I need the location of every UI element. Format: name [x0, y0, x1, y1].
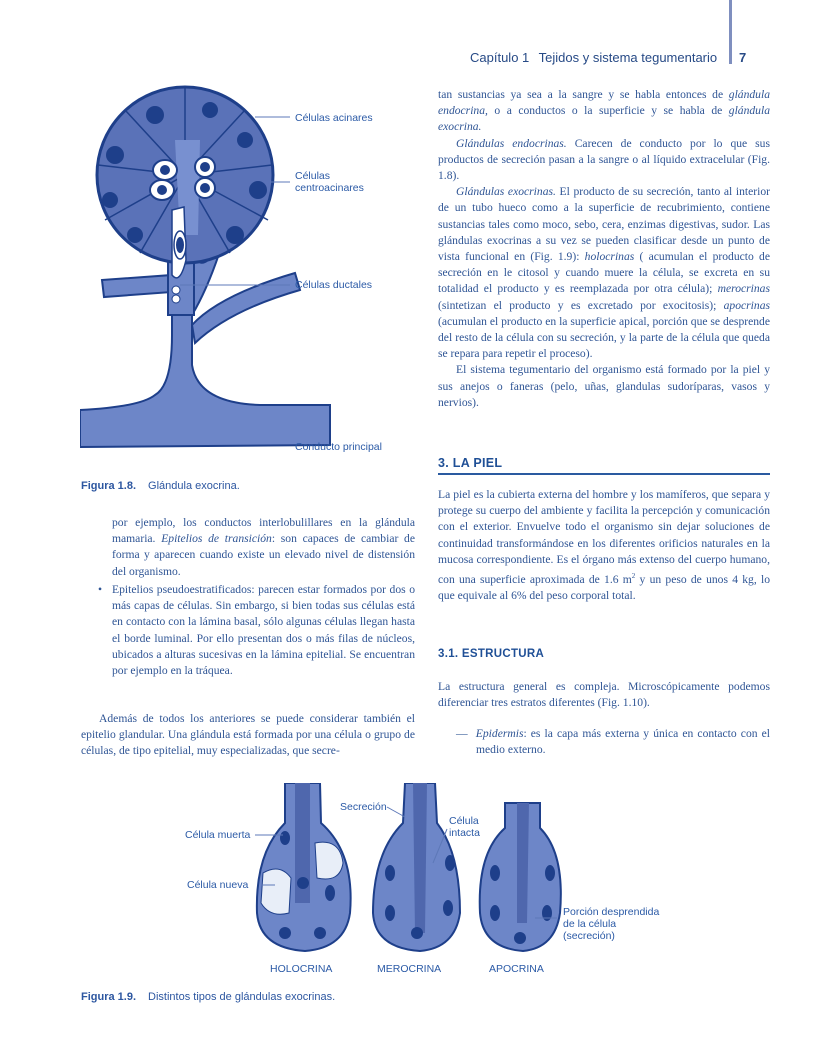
paragraph-exocrinas: Glándulas exocrinas. El producto de su secreción, tanto al interior de un tubo hueco como a la superficie de recubrimiento, contiene sustancias tales como moco, sebo, cera, enzimas digestivas, sudor. Las glándulas exocrinas a su vez se pueden clasificar desde un punto de vista funcional en (Fig. 1.9): holocrinas ( acumulan el producto de secreción en le citosol y cuando muere la célula, se excreta en su totalidad el producto y es reemplazada por otra célula); merocrinas (sintetizan el producto y es excretado por exocitosis); apocrinas (acumulan el producto en la superficie apical, porción que se desprende del resto de la célula con su secreción, y la parte de la célula que queda se repara para repetir el proceso).: [438, 185, 770, 361]
label-porcion-1: Porción desprendida: [563, 906, 660, 918]
label-celulas-centroacinares-1: Células: [295, 170, 331, 182]
figure-1-9-caption: [81, 991, 335, 1003]
label-conducto-principal: Conducto principal: [295, 441, 382, 453]
left-column: [112, 515, 415, 580]
label-porcion-2: de la célula: [563, 918, 617, 930]
gland-types-illustration: [255, 783, 575, 953]
paragraph-la-piel: La piel es la cubierta externa del hombre y los mamíferos, que separa y protege su cuerpo del ambiente y facilita la percepción y comunicación con el exterior. Envuelve todo el organismo sin dejar soluciones de continuidad transformándose en los diferentes orificios naturales en la mucosa correspondiente. Es el órgano más extenso del cuerpo humano, con una superficie aproximada de 1.6 $m^2$ y un peso de unos 4 kg, lo que equivale al 6% del peso corporal total.: [438, 488, 770, 603]
page-number: 7: [739, 50, 747, 65]
label-celula-nueva: Célula nueva: [187, 879, 249, 891]
left-bullet-list: [94, 582, 415, 679]
label-celulas-ductales: Células ductales: [295, 279, 373, 291]
right-column: [438, 87, 770, 411]
label-celula-intacta-2: intacta: [449, 827, 480, 839]
figure-1-8-text: Glándula exocrina.: [148, 480, 240, 492]
right-paragraph-1: tan sustancias ya sea a la sangre y se habla entonces de glándula endocrina, o a conductos o la superficie y se habla de glándula exocrina.: [438, 88, 770, 134]
left-paragraph-1: por ejemplo, los conductos interlobulillares en la glándula mamaria. Epitelios de transición: son capaces de cambiar de forma y aparecen cuando existe un elevado nivel de distensión del organismo.: [112, 516, 416, 578]
figure-1-9-text: Distintos tipos de glándulas exocrinas.: [148, 991, 336, 1003]
label-celulas-acinares: Células acinares: [295, 112, 373, 124]
section-heading-la-piel: 3. LA PIEL: [438, 456, 770, 475]
label-celula-intacta-1: Célula: [449, 815, 479, 827]
chapter-title: Tejidos y sistema tegumentario: [538, 50, 718, 65]
subsection-heading-estructura: 3.1. ESTRUCTURA: [438, 648, 545, 660]
figure-1-8-caption: [81, 480, 240, 492]
left-paragraph-2: Además de todos los anteriores se puede considerar también el epitelio glandular. Una glándula está formada por una célula o grupo de células, de tipo epitelial, muy especializadas, que secre-: [81, 712, 415, 758]
figure-1-9-number: Figura 1.9.: [81, 991, 137, 1003]
figure-1-8-number: Figura 1.8.: [81, 480, 137, 492]
type-holocrina: HOLOCRINA: [270, 963, 333, 975]
chapter-label: Capítulo 1: [470, 50, 530, 65]
bullet-pseudoestratificados: • Epitelios pseudoestratificados: parecen estar formados por dos o más capas de células. Sin embargo, si bien todas sus células está en contacto con la lámina basal, sólo algunas células llegan hasta el borde luminal. Por ello presentan dos o más filas de núcleos, ubicados a alturas sucesivas en la lámina epitelial. Se encuentran por ejemplo en la tráquea.: [94, 582, 415, 679]
type-apocrina: APOCRINA: [489, 963, 544, 975]
paragraph-sistema-tegumentario: El sistema tegumentario del organismo está formado por la piel y sus anejos o faneras (pelo, uñas, glandulas sudoríparas, vasos y nervios).: [438, 363, 770, 409]
label-secrecion: Secreción: [340, 801, 387, 813]
paragraph-endocrinas: Glándulas endocrinas. Carecen de conducto por lo que sus productos de secreción pasan a la sangre o al líquido extracelular (Fig. 1.8).: [438, 136, 770, 183]
label-celulas-centroacinares-2: centroacinares: [295, 182, 364, 194]
dash-item-epidermis: — Epidermis: es la capa más externa y única en contacto con el medio externo.: [456, 727, 770, 757]
label-porcion-3: (secreción): [563, 930, 615, 942]
paragraph-estructura: La estructura general es compleja. Microscópicamente podemos diferenciar tres estratos diferentes (Fig. 1.10).: [438, 680, 770, 710]
exocrine-gland-illustration: [80, 85, 390, 465]
label-celula-muerta: Célula muerta: [185, 829, 251, 841]
running-head: [470, 50, 770, 65]
type-merocrina: MEROCRINA: [377, 963, 442, 975]
